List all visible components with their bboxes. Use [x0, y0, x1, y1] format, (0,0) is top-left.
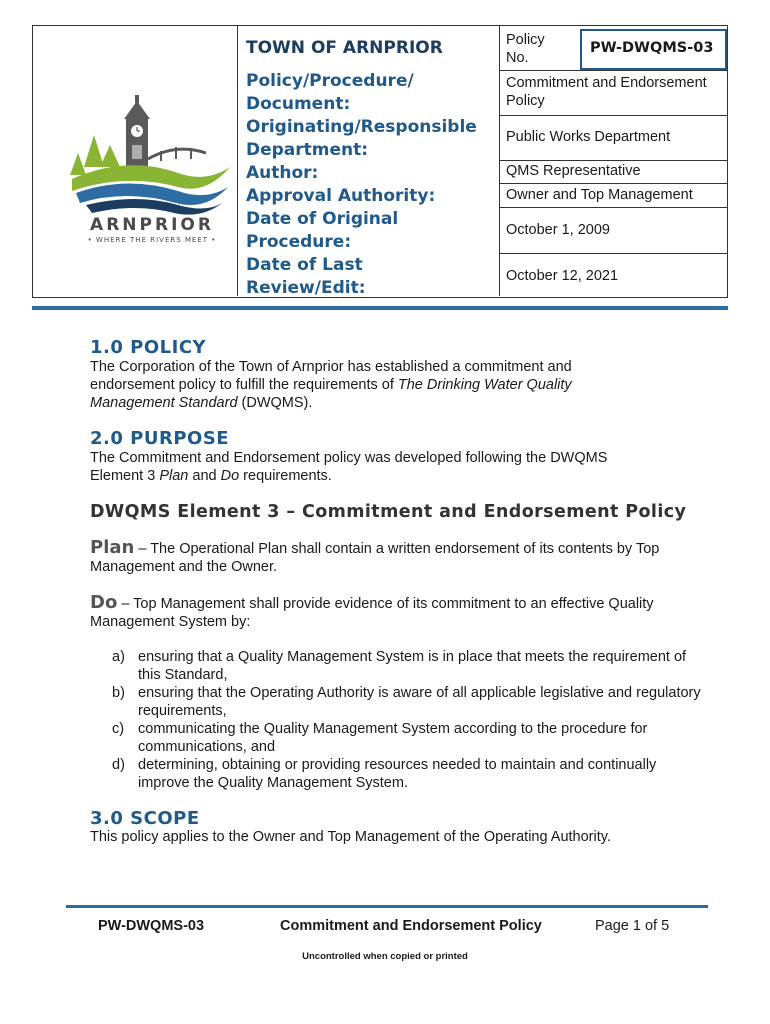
value-original-date: October 1, 2009	[506, 222, 610, 238]
heading-purpose: 2.0 PURPOSE	[90, 428, 230, 449]
label-original-date: Date of Original Procedure:	[246, 209, 399, 252]
logo-name: ARNPRIOR	[90, 215, 214, 235]
policy-text: The Corporation of the Town of Arnprior has established a commitment and endorsement policy to fulfill the requirements of The Drinking Water Quality Management Standard (DWQMS).	[90, 359, 572, 411]
policy-no: PW-DWQMS-03	[590, 40, 714, 56]
heading-scope: 3.0 SCOPE	[90, 808, 200, 829]
page-number: Page 1 of 5	[595, 918, 670, 934]
label-document: Policy/Procedure/ Document:	[246, 71, 414, 114]
commitment-list	[112, 648, 702, 792]
divider	[499, 253, 727, 254]
plan-text: Plan – The Operational Plan shall contain a written endorsement of its contents by Top Management and the Owner.	[90, 537, 660, 575]
footer-doc-id: PW-DWQMS-03	[98, 918, 205, 934]
divider	[499, 115, 727, 116]
divider	[237, 25, 238, 296]
value-approval: Owner and Top Management	[506, 187, 693, 203]
divider	[499, 70, 727, 71]
footer-note: Uncontrolled when copied or printed	[302, 951, 468, 962]
policy-no-label: Policy No.	[506, 32, 545, 66]
footer-title: Commitment and Endorsement Policy	[280, 918, 542, 934]
purpose-text: The Commitment and Endorsement policy was developed following the DWQMS Element 3 Plan and Do requirements.	[90, 450, 608, 484]
label-approval: Approval Authority:	[246, 186, 436, 206]
do-text: Do – Top Management shall provide evidence of its commitment to an effective Quality Management System by:	[90, 592, 654, 630]
policy-no-box	[580, 29, 727, 70]
value-department: Public Works Department	[506, 129, 671, 145]
header-rule	[32, 306, 728, 310]
list-item: c) communicating the Quality Management System according to the procedure for communications, and	[112, 721, 648, 755]
divider	[499, 160, 727, 161]
label-review-date: Date of Last Review/Edit:	[246, 255, 366, 298]
label-author: Author:	[246, 163, 319, 183]
divider	[499, 207, 727, 208]
divider	[499, 183, 727, 184]
footer-rule	[66, 905, 708, 908]
value-author: QMS Representative	[506, 163, 641, 179]
header-table	[32, 25, 728, 298]
town-title: TOWN OF ARNPRIOR	[246, 38, 443, 58]
list-item: b) ensuring that the Operating Authority is aware of all applicable legislative and regulatory requirements,	[112, 685, 701, 719]
list-item: a) ensuring that a Quality Management System is in place that meets the requirement of this Standard,	[112, 649, 687, 683]
scope-text: This policy applies to the Owner and Top Management of the Operating Authority.	[90, 829, 611, 845]
heading-element3: DWQMS Element 3 – Commitment and Endorsement Policy	[90, 502, 687, 522]
value-review-date: October 12, 2021	[506, 268, 619, 284]
value-document: Commitment and Endorsement Policy	[506, 75, 707, 109]
label-department: Originating/Responsible Department:	[246, 117, 477, 160]
logo-tagline: • WHERE THE RIVERS MEET •	[87, 236, 217, 244]
list-item: d) determining, obtaining or providing resources needed to maintain and continually improve the Quality Management System.	[112, 757, 657, 791]
heading-policy: 1.0 POLICY	[90, 337, 207, 358]
